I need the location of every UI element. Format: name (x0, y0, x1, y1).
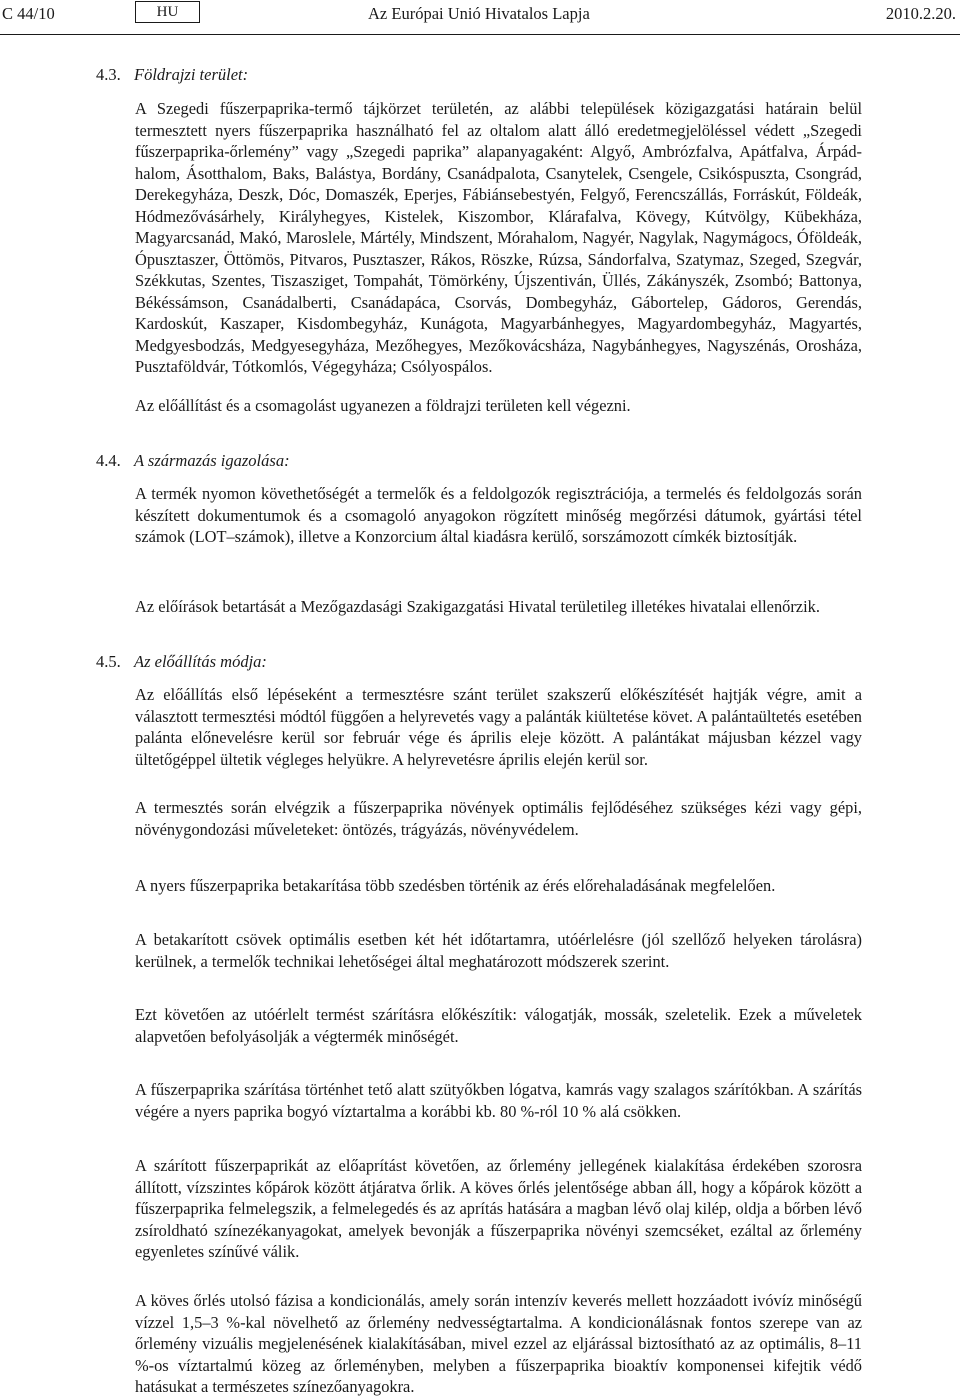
paragraph: A köves őrlés utolsó fázisa a kondicionálás, amely során intenzív keverés mellett hozzáadott ivóvíz minőségű vízzel 1,5–3 %-kal növelhető az őrlemény nedvességtartalma. A kondicionálásnak fontos szerepe van az őrlemény vizuális megjelenésének kialakításában, mivel ezzel az eljárással biztosítható az az optimális, 8–11 %-os víztartalmú közeg az őrleményben, melyben a fűszerpaprika bioaktív komponensei kifejtik védő hatásukat a természetes színezőanyagokra. (135, 1291, 862, 1396)
paragraph: A termék nyomon követhetőségét a termelők és a feldolgozók regisztrációja, a termelés és feldolgozás során készített dokumentumok és a csomagoló anyagokon rögzített minőség megőrzési dátumok, gyártási tétel számok (LOT–számok), illetve a Konzorcium által kiadásra kerülő, sorszámozott címkék biztosítják. (135, 484, 862, 546)
paragraph: A termesztés során elvégzik a fűszerpaprika növények optimális fejlődéséhez szükséges kézi vagy gépi, növénygondozási műveleteket: öntözés, trágyázás, növényvédelem. (135, 798, 862, 839)
section-title: A származás igazolása: (134, 451, 290, 470)
section-number: 4.4. (96, 451, 121, 470)
paragraph: Az előállítás első lépéseként a termesztésre szánt terület szakszerű előkészítését hajtják végre, amit a választott termesztési módtól függően a helyrevetés vagy a palánták kiültetése követ. A palántaültetés esetében palánta előnevelésre kerül sor február vége és április eleje között. A palántákat májusban kézzel vagy ültetőgéppel ültetik végleges helyükre. A helyrevetésre április elején kerül sor. (135, 685, 862, 769)
page-reference: C 44/10 (2, 4, 55, 23)
section-heading-4-4 (96, 451, 290, 471)
section-number: 4.3. (96, 65, 121, 84)
paragraph: Az előállítást és a csomagolást ugyanezen a földrajzi területen kell végezni. (135, 396, 631, 415)
paragraph: A fűszerpaprika szárítása történhet tető alatt szütyőkben lógatva, kamrás vagy szalagos szárítókban. A szárítás végére a nyers paprika bogyó víztartalma a korábbi kb. 80 %-ról 10 % alá csökken. (135, 1080, 862, 1121)
section-title: Földrajzi terület: (134, 65, 249, 84)
publication-date: 2010.2.20. (885, 4, 956, 23)
paragraph: A Szegedi fűszerpaprika-termő tájkörzet területén, az alábbi települések közigazgatási határain belül termesztett nyers fűszerpaprika használható fel az oltalom alatt álló eredetmegjelöléssel védett „Szegedi fűszerpaprika-őrlemény” vagy „Szegedi paprika” alapanyagaként: Algyő, Ambrózfalva, Apátfalva, Árpádhalom, Ásotthalom, Baks, Balástya, Bordány, Csanádpalota, Csanytelek, Csengele, Csikóspuszta, Csongrád, Derekegyháza, Deszk, Dóc, Domaszék, Eperjes, Fábiánsebestyén, Felgyő, Ferencszállás, Forráskút, Földeák, Hódmezővásárhely, Királyhegyes, Kistelek, Kiszombor, Klárafalva, Kövegy, Kútvölgy, Kübekháza, Magyarcsanád, Makó, Maroslele, Mártély, Mindszent, Mórahalom, Nagyér, Nagylak, Nagymágocs, Óföldeák, Ópusztaszer, Öttömös, Pitvaros, Pusztaszer, Rákos, Röszke, Rúzsa, Sándorfalva, Szatymaz, Szeged, Szegvár, Székkutas, Szentes, Tiszasziget, Tompahát, Tömörkény, Újszentiván, Üllés, Zákányszék, Zsombó; Battonya, Békéssámson, Csanádalberti, Csanádapáca, Csorvás, Dombegyház, Gábortelep, Gádoros, Gerendás, Kardoskút, Kaszaper, Kisdombegyház, Kunágota, Magyarbánhegyes, Magyardombegyház, Magyartés, Medgyesbodzás, Medgyesegyháza, Mezőhegyes, Mezőkovácsháza, Nagybánhegyes, Nagyszénás, Orosháza, Pusztaföldvár, Tótkomlós, Végegyháza; Csólyospálos. (135, 99, 862, 376)
section-heading-4-3 (96, 65, 248, 85)
paragraph: Az előírások betartását a Mezőgazdasági Szakigazgatási Hivatal területileg illetékes hivatalai ellenőrzik. (135, 597, 820, 616)
paragraph: A betakarított csövek optimális esetben két hét időtartamra, utóérlelésre (jól szellőző helyeken tárolásra) kerülnek, a termelők technikai lehetőségei által meghatározott módszerek szerint. (135, 930, 862, 971)
paragraph: A szárított fűszerpaprikát az előaprítást követően, az őrlemény jellegének kialakítása érdekében szorosra állított, vízszintes kőpárok között átjáratva őrlik. A köves őrlés jelentősége abban áll, hogy a kőpárok között a fűszerpaprika felmelegszik, a felmelegedés és az aprítás hatására a magban lévő olaj kilép, oldja a bőrben lévő zsíroldható színezékanyagokat, amelyek bevonják a fűszerpaprika növényi szemcséket, ezáltal az őrlemény egyenletes színűvé válik. (135, 1156, 862, 1261)
journal-title: Az Európai Unió Hivatalos Lapja (368, 4, 590, 23)
section-title: Az előállítás módja: (134, 652, 267, 671)
paragraph: A nyers fűszerpaprika betakarítása több szedésben történik az érés előrehaladásának megfelelően. (135, 876, 776, 895)
page-header (0, 0, 960, 35)
paragraph: Ezt követően az utóérlelt termést szárításra előkészítik: válogatják, mossák, szeletelik. Ezek a műveletek alapvetően befolyásolják a végtermék minőségét. (135, 1005, 862, 1046)
language-code-box: HU (135, 1, 200, 23)
section-heading-4-5 (96, 652, 267, 672)
section-number: 4.5. (96, 652, 121, 671)
